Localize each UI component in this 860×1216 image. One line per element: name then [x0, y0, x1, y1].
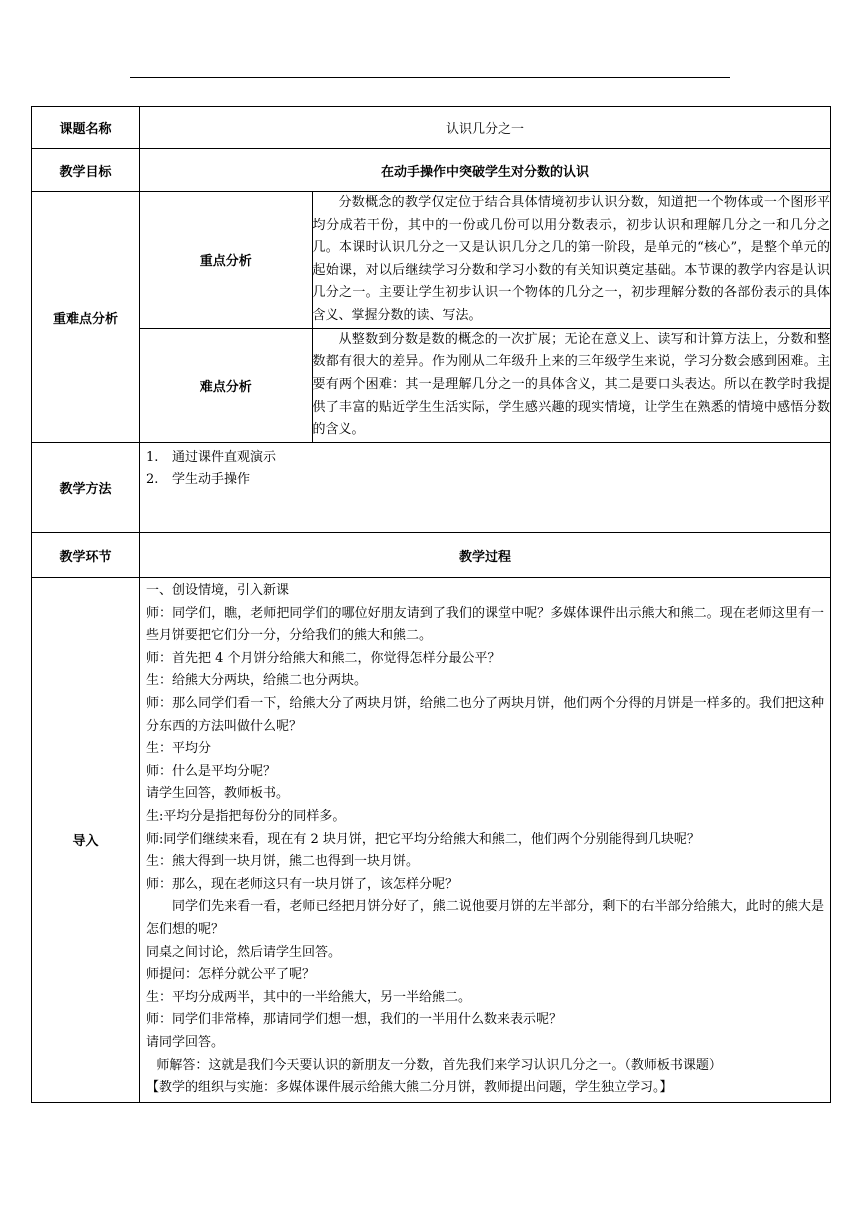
process-line: 同学们先来看一看，老师已经把月饼分好了，熊二说他要月饼的左半部分，剩下的右半部分给熊大，此时的熊大是怎们想的呢？	[146, 899, 824, 937]
process-line: 请学生回答，教师板书。	[146, 786, 290, 802]
process-line: 师：同学们，瞧，老师把同学们的哪位好朋友请到了我们的课堂中呢？多媒体课件出示熊大和熊二。现在老师这里有一些月饼要把它们分一分，分给我们的熊大和熊二。	[146, 605, 824, 644]
process-line: 请同学回答。	[146, 1034, 225, 1050]
method-number: 1.	[146, 450, 159, 466]
analysis-row	[32, 192, 831, 443]
process-line: 师：那么，现在老师这只有一块月饼了，该怎样分呢？	[146, 876, 459, 892]
intro-process-cell	[140, 578, 831, 1103]
difficulty-text: 从整数到分数是数的概念的一次扩展；无论在意义上、读写和计算方法上，分数和整数都有很大的差异。作为刚从二年级升上来的三年级学生来说，学习分数会感到困难。主要有两个困难：其一是理解几分之一的具体含义，其二是要口头表达。所以在教学时我提供了丰富的贴近学生生活实际，学生感兴趣的现实情境，让学生在熟悉的情境中感悟分数的含义。	[312, 328, 830, 442]
methods-label: 教学方法	[32, 443, 140, 533]
topic-row	[32, 107, 831, 149]
key-point-text: 分数概念的教学仅定位于结合具体情境初步认识分数，知道把一个物体或一个图形平均分成若干份，其中的一份或几份可以用分数表示，初步认识和理解几分之一和几分之几。本课时认识几分之一又是认识几分之几的第一阶段，是单元的“核心”，是整个单元的起始课，对以后继续学习分数和学习小数的有关知识奠定基础。本节课的教学内容是认识几分之一。主要让学生初步认识一个物体的几分之一，初步理解分数的各部份表示的具体含义、掌握分数的读、写法。	[312, 195, 830, 323]
goal-row	[32, 149, 831, 192]
process-line: 师：什么是平均分呢？	[146, 763, 277, 779]
process-header-row	[32, 533, 831, 578]
stage-header: 教学环节	[32, 533, 140, 578]
goal-label: 教学目标	[32, 149, 140, 192]
header-rule	[130, 77, 730, 78]
process-line: 师:同学们继续来看，现在有 2 块月饼，把它平均分给熊大和熊二，他们两个分别能得到几块呢？	[146, 831, 700, 847]
process-line: 生:平均分是指把每份分的同样多。	[146, 809, 346, 824]
method-item	[146, 469, 824, 491]
analysis-label: 重难点分析	[32, 192, 140, 443]
process-line: 师：首先把 4 个月饼分给熊大和熊二，你觉得怎样分最公平？	[146, 650, 501, 666]
methods-row	[32, 443, 831, 533]
process-header: 教学过程	[140, 533, 831, 578]
process-line: 师：同学们非常棒，那请同学们想一想，我们的一半用什么数来表示呢？	[146, 1012, 563, 1028]
difficulty-row	[140, 328, 830, 442]
methods-cell	[140, 443, 831, 533]
method-item	[146, 447, 824, 469]
topic-label: 课题名称	[32, 107, 140, 149]
process-line: 生：熊大得到一块月饼，熊二也得到一块月饼。	[146, 854, 420, 870]
intro-label: 导入	[32, 578, 140, 1103]
difficulty-label: 难点分析	[140, 328, 312, 442]
method-text: 学生动手操作	[172, 472, 251, 488]
analysis-cell	[140, 192, 831, 443]
process-line: 【教学的组织与实施：多媒体课件展示给熊大熊二分月饼，教师提出问题，学生独立学习。】	[146, 1080, 673, 1096]
key-point-row	[140, 192, 830, 328]
process-line: 师：那么同学们看一下，给熊大分了两块月饼，给熊二也分了两块月饼，他们两个分得的月饼是一样多的。我们把这种分东西的方法叫做什么呢？	[146, 696, 824, 734]
intro-row	[32, 578, 831, 1103]
lesson-plan-table	[31, 106, 831, 1103]
process-line: 一、创设情境，引入新课	[146, 583, 290, 599]
method-text: 通过课件直观演示	[172, 450, 277, 466]
analysis-inner-table	[140, 192, 830, 442]
process-line: 生：给熊大分两块，给熊二也分两块。	[146, 673, 368, 689]
process-line: 师提问：怎样分就公平了呢？	[146, 967, 316, 983]
goal-value: 在动手操作中突破学生对分数的认识	[140, 149, 831, 192]
process-line: 同桌之间讨论，然后请学生回答。	[146, 944, 342, 960]
process-line: 生：平均分成两半，其中的一半给熊大，另一半给熊二。	[146, 989, 472, 1005]
process-line: 师解答：这就是我们今天要认识的新朋友一分数，首先我们来学习认识几分之一。（教师板书课题）	[156, 1057, 722, 1073]
process-line: 生：平均分	[146, 741, 212, 757]
key-point-label: 重点分析	[140, 192, 312, 328]
topic-value: 认识几分之一	[140, 107, 831, 149]
method-number: 2.	[146, 472, 159, 488]
